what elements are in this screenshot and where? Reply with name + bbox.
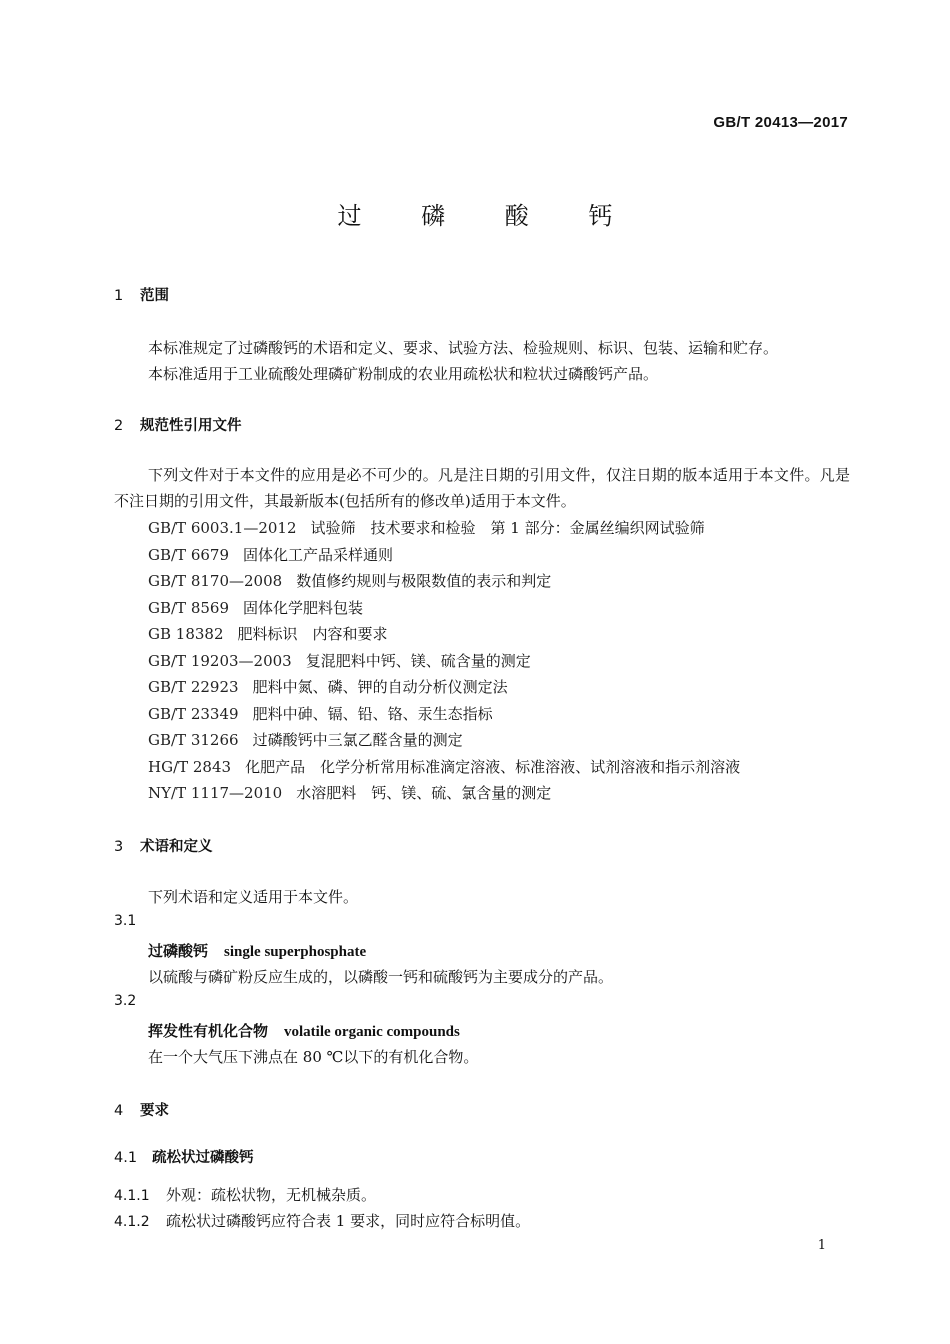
section-number: 4 [114, 1103, 124, 1119]
reference-title: 复混肥料中钙、镁、硫含量的测定 [305, 652, 531, 670]
reference-code: GB 18382 [148, 625, 224, 643]
section-title: 要求 [140, 1103, 169, 1119]
reference-code: GB/T 8170—2008 [148, 572, 283, 590]
paragraph: 下列术语和定义适用于本文件。 [148, 888, 359, 906]
subsection-title: 疏松状过磷酸钙 [152, 1150, 254, 1166]
subsection-heading [114, 1146, 254, 1167]
term-entry [148, 1020, 460, 1041]
section-title: 规范性引用文件 [140, 418, 242, 434]
reference-item [148, 570, 551, 591]
subsection-number: 4.1 [114, 1150, 138, 1166]
term-definition: 以硫酸与磷矿粉反应生成的，以磷酸一钙和硫酸钙为主要成分的产品。 [148, 968, 614, 986]
reference-item [148, 597, 363, 618]
term-definition: 在一个大气压下沸点在 80 ℃以下的有机化合物。 [148, 1048, 479, 1066]
reference-code: GB/T 23349 [148, 705, 239, 723]
clause-text: 疏松状过磷酸钙应符合表 1 要求，同时应符合标明值。 [166, 1212, 531, 1230]
reference-title: 肥料中氮、磷、钾的自动分析仪测定法 [252, 678, 508, 696]
document-title: 过 磷 酸 钙 [337, 202, 639, 230]
reference-title: 过磷酸钙中三氯乙醛含量的测定 [252, 731, 463, 749]
term-cn: 挥发性有机化合物 [148, 1022, 269, 1040]
reference-title: 肥料标识 内容和要求 [237, 625, 388, 643]
section-number: 1 [114, 288, 124, 304]
term-cn: 过磷酸钙 [148, 942, 209, 960]
clause-item [114, 1184, 376, 1205]
term-entry [148, 940, 366, 961]
reference-item [148, 756, 740, 777]
reference-title: 水溶肥料 钙、镁、硫、氯含量的测定 [296, 784, 552, 802]
term-en: volatile organic compounds [284, 1024, 460, 1040]
paragraph: 下列文件对于本文件的应用是必不可少的。凡是注日期的引用文件，仅注日期的版本适用于本文件。凡是不注日期的引用文件，其最新版本(包括所有的修改单)适用于本文件。 [114, 466, 850, 510]
section-2-heading [114, 414, 242, 435]
reference-title: 试验筛 技术要求和检验 第 1 部分：金属丝编织网试验筛 [310, 519, 705, 537]
reference-title: 化肥产品 化学分析常用标准滴定溶液、标准溶液、试剂溶液和指示剂溶液 [245, 758, 741, 776]
reference-title: 固体化工产品采样通则 [243, 546, 394, 564]
clause-text: 外观：疏松状物，无机械杂质。 [166, 1186, 377, 1204]
reference-code: HG/T 2843 [148, 758, 232, 776]
section-title: 范围 [140, 288, 169, 304]
reference-item [148, 650, 531, 671]
page-number: 1 [817, 1238, 826, 1253]
reference-code: GB/T 6003.1—2012 [148, 519, 297, 537]
reference-item [148, 729, 463, 750]
reference-code: GB/T 6679 [148, 546, 230, 564]
paragraph: 本标准规定了过磷酸钙的术语和定义、要求、试验方法、检验规则、标识、包装、运输和贮存。 [148, 339, 779, 357]
clause-number: 4.1.1 [114, 1188, 150, 1204]
term-en: single superphosphate [224, 944, 367, 960]
clause-item [114, 1210, 530, 1231]
reference-code: NY/T 1117—2010 [148, 784, 283, 802]
reference-item [148, 517, 705, 538]
section-3-heading [114, 835, 213, 856]
paragraph: 本标准适用于工业硫酸处理磷矿粉制成的农业用疏松状和粒状过磷酸钙产品。 [148, 365, 659, 383]
reference-code: GB/T 31266 [148, 731, 239, 749]
reference-item [148, 623, 388, 644]
reference-item [148, 544, 393, 565]
reference-code: GB/T 8569 [148, 599, 230, 617]
reference-code: GB/T 19203—2003 [148, 652, 292, 670]
term-number: 3.2 [114, 993, 137, 1009]
section-number: 3 [114, 839, 124, 855]
term-number: 3.1 [114, 913, 137, 929]
section-number: 2 [114, 418, 124, 434]
reference-item [148, 703, 493, 724]
reference-item [148, 676, 508, 697]
section-title: 术语和定义 [140, 839, 213, 855]
reference-title: 肥料中砷、镉、铅、铬、汞生态指标 [252, 705, 493, 723]
clause-number: 4.1.2 [114, 1214, 150, 1230]
standard-number: GB/T 20413—2017 [713, 114, 848, 131]
reference-code: GB/T 22923 [148, 678, 239, 696]
reference-title: 固体化学肥料包装 [243, 599, 364, 617]
section-1-heading [114, 284, 169, 305]
reference-item [148, 782, 551, 803]
reference-title: 数值修约规则与极限数值的表示和判定 [296, 572, 552, 590]
section-4-heading [114, 1099, 169, 1120]
